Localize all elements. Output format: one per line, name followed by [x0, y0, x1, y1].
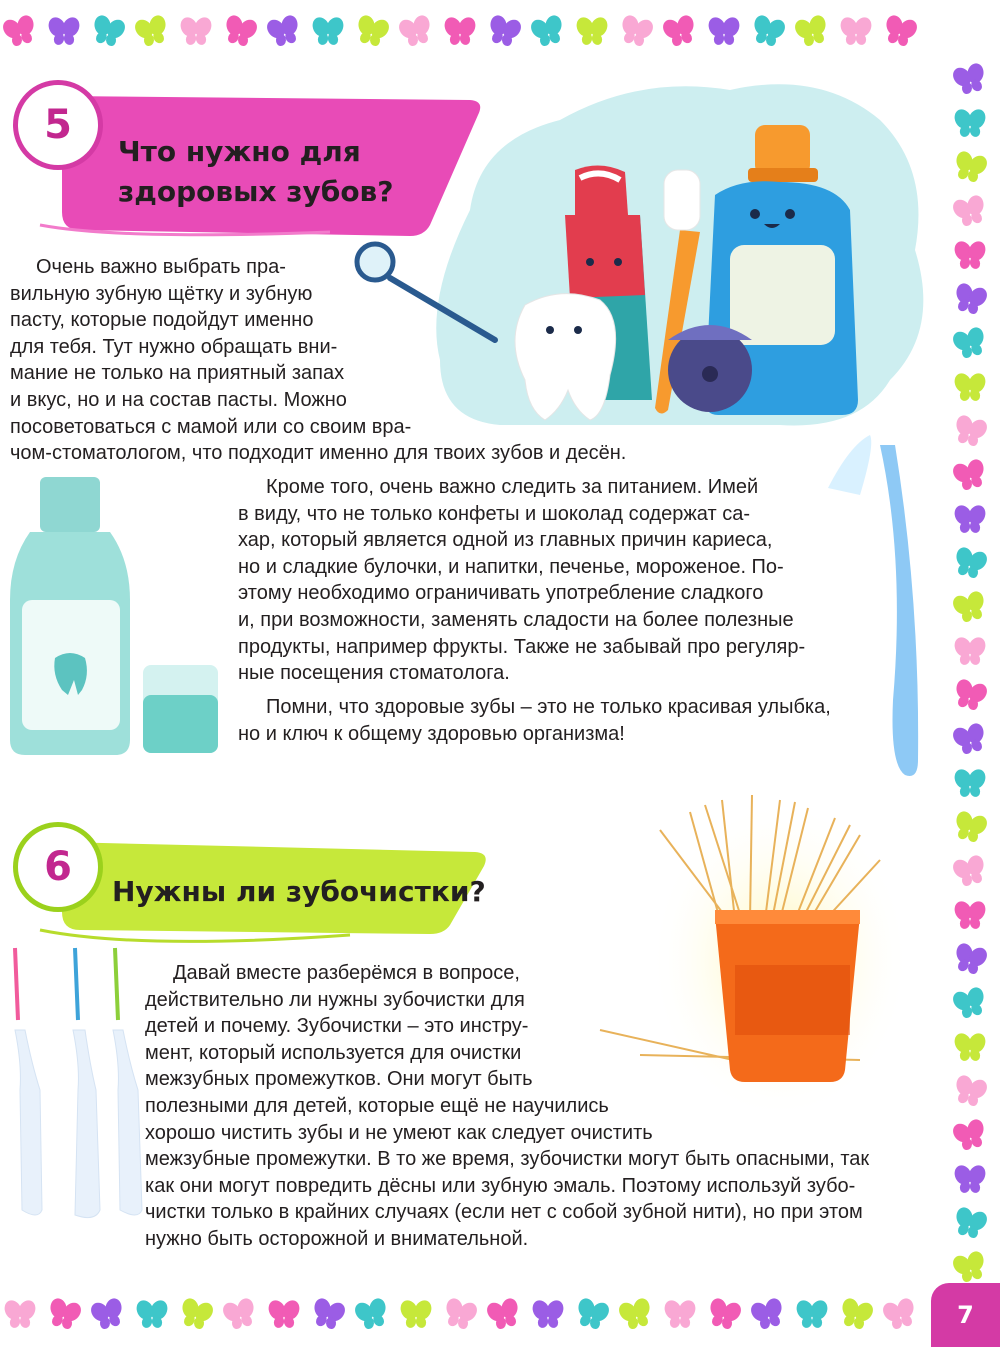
section6-number: 6	[44, 844, 72, 890]
text-line: Кроме того, очень важно следить за питанием. Имей	[266, 476, 759, 498]
text-line: чистки только в крайних случаях (если нет с собой зубной нити), но при этом	[145, 1201, 863, 1224]
text-line: пасту, которые подойдут именно	[10, 309, 314, 332]
text-line: но и ключ к общему здоровью организма!	[238, 722, 625, 745]
section5-title-line1: Что нужно для	[118, 135, 361, 168]
page-number-text: 7	[957, 1301, 974, 1329]
text-line: полезными для детей, которые ещё не научились	[145, 1094, 609, 1117]
text-line: ные посещения стоматолога.	[238, 662, 510, 685]
text-line: межзубные промежутки. В то же время, зубочистки могут быть опасными, так	[145, 1148, 870, 1171]
text-line: мент, который используется для очистки	[145, 1041, 522, 1064]
text-line: посоветоваться с мамой или со своим вра-	[10, 415, 412, 438]
page-number	[931, 1283, 1000, 1347]
text-line: но и сладкие булочки, и напитки, печенье, мороженое. По-	[238, 555, 784, 578]
text-line: и, при возможности, заменять сладости на более полезные	[238, 608, 794, 631]
section6-paragraph	[145, 960, 869, 1253]
text-line: как они могут повредить дёсны или зубную эмаль. Поэтому используй зубо-	[145, 1174, 856, 1197]
text-line: для тебя. Тут нужно обращать вни-	[10, 335, 338, 358]
text-line: нужно быть осторожной и внимательной.	[145, 1227, 529, 1250]
section6-title-text: Нужны ли зубочистки?	[112, 875, 486, 908]
text-line: и вкус, но и на состав пасты. Можно	[10, 388, 347, 411]
text-line: детей и почему. Зубочистки – это инстру-	[145, 1015, 529, 1038]
text-line: Помни, что здоровые зубы – это не только красивая улыбка,	[266, 696, 831, 718]
text-line: в виду, что не только конфеты и шоколад содержат са-	[238, 502, 750, 525]
text-line: хар, который является одной из главных причин кариеса,	[238, 529, 773, 552]
text-line: Очень важно выбрать пра-	[36, 256, 286, 278]
text-line: мание не только на приятный запах	[10, 362, 345, 385]
text-line: действительно ли нужны зубочистки для	[145, 988, 525, 1011]
text-line: Давай вместе разберёмся в вопросе,	[173, 962, 520, 984]
text-line: вильную зубную щётку и зубную	[10, 282, 313, 305]
text-line: чом-стоматологом, что подходит именно для твоих зубов и десён.	[10, 442, 627, 465]
text-line: этому необходимо ограничивать употребление сладкого	[238, 582, 764, 605]
text-line: межзубных промежутков. Они могут быть	[145, 1068, 533, 1091]
section5-title-line2: здоровых зубов?	[118, 175, 394, 208]
section5-number: 5	[44, 102, 72, 148]
text-line: хорошо чистить зубы и не умеют как следует очистить	[145, 1121, 653, 1144]
text-line: продукты, например фрукты. Также не забывай про регуляр-	[238, 635, 806, 658]
